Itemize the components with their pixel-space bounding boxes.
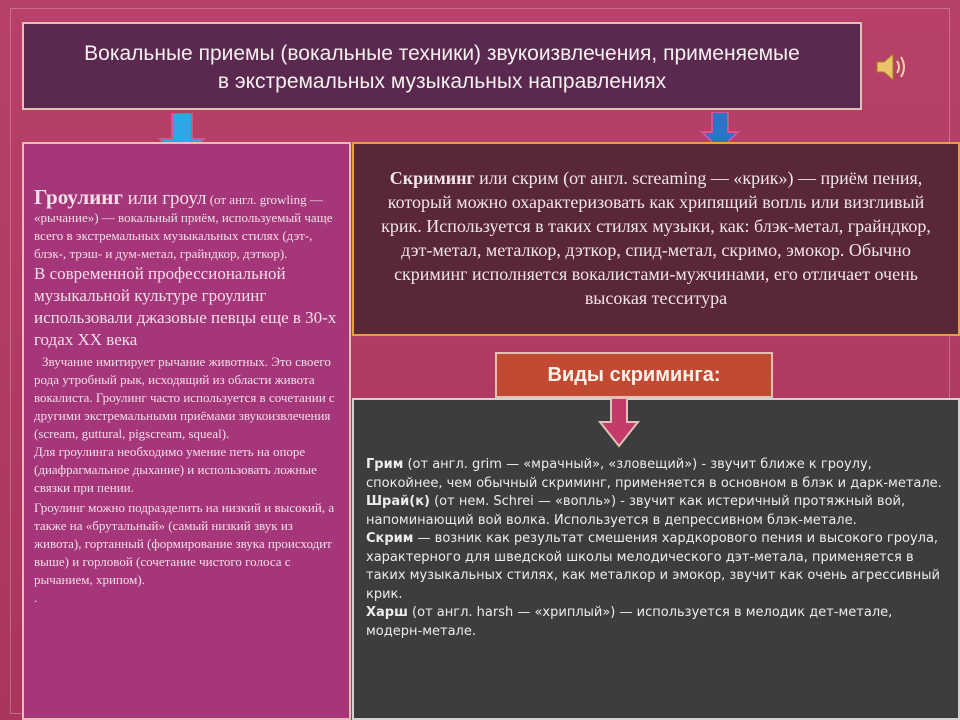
list-item	[366, 604, 944, 641]
list-item	[366, 493, 944, 530]
type-name: Шрай(к)	[366, 494, 430, 509]
type-name: Скрим	[366, 531, 414, 546]
screaming-types-heading: Виды скриминга:	[495, 352, 773, 398]
arrow-down-icon	[598, 398, 640, 448]
type-name: Харш	[366, 605, 408, 620]
growling-dot: .	[34, 590, 38, 605]
growling-requirements: Для гроулинга необходимо умение петь на опоре (диафрагмальное дыхание) и использовать ложные связки при пении.	[34, 444, 317, 495]
growling-definition	[34, 185, 341, 263]
title-line-2: в экстремальных музыкальных направлениях	[217, 70, 667, 93]
type-text: (от англ. grim — «мрачный», «зловещий») - звучит ближе к гроулу, спокойнее, чем обычный скриминг, применяется в основном в блэк и дарк-метале.	[366, 457, 942, 491]
growling-sound: Звучание имитирует рычание животных. Это своего рода утробный рык, исходящий из области живота вокалиста. Гроулинг часто используется в сочетании с другими экстремальными приёмами звукоизвлечения (scream, guttural, pigscream, squeal).	[34, 354, 335, 441]
slide-title	[22, 22, 862, 110]
growling-definition-text: (от англ. growling — «рычание») — вокальный приём, используемый чаще всего в экстремальных музыкальных стилях (дэт-, блэк-, трэш- и дум-метал, грайндкор, дэткор).	[34, 192, 333, 261]
list-item	[366, 456, 944, 493]
screaming-panel	[352, 142, 960, 336]
type-name: Грим	[366, 457, 404, 472]
title-line-1: Вокальные приемы (вокальные техники) звукоизвлечения, применяемые	[84, 42, 800, 65]
type-text: (от англ. harsh — «хриплый») — используется в мелодик дет-метале, модерн-метале.	[366, 605, 893, 639]
growling-term-connector: или	[122, 188, 163, 209]
screaming-term: Скриминг	[389, 168, 475, 188]
type-text: — возник как результат смешения хардкорового пения и высокого гроула, характерного для шведской школы мелодического дэт-метала, применяется в таких музыкальных стилях, как металкор и эмокор, звучит как очень агрессивный крик.	[366, 531, 940, 602]
growling-term: Гроулинг	[34, 185, 123, 209]
growling-history: В современной профессиональной музыкальной культуре гроулинг использовали джазовые певцы еще в 30-х годах XX века	[34, 264, 337, 349]
speaker-icon[interactable]	[874, 51, 910, 83]
growling-term-short: гроул	[162, 188, 207, 209]
list-item	[366, 530, 944, 604]
growling-panel	[22, 142, 351, 720]
screaming-types-panel	[352, 398, 960, 720]
type-text: (от нем. Schrei — «вопль») - звучит как истеричный протяжный вой, напоминающий вой волка. Используется в депрессивном блэк-метале.	[366, 494, 906, 528]
growling-types: Гроулинг можно подразделить на низкий и высокий, а также на «брутальный» (самый низкий звук из живота), гортанный (формирование звука происходит выше) и горловой (сочетание чистого голоса с рычанием, хрипом).	[34, 500, 335, 587]
screaming-definition: или скрим (от англ. screaming — «крик») — приём пения, который можно охарактеризовать как хрипящий вопль или визгливый крик. Используется в таких стилях музыки, как: блэк-метал, грайндкор, дэт-метал, металкор, дэткор, спид-метал, скримо, эмокор. Обычно скриминг исполняется вокалистами-мужчинами, его отличает очень высокая тесситура	[381, 168, 931, 308]
